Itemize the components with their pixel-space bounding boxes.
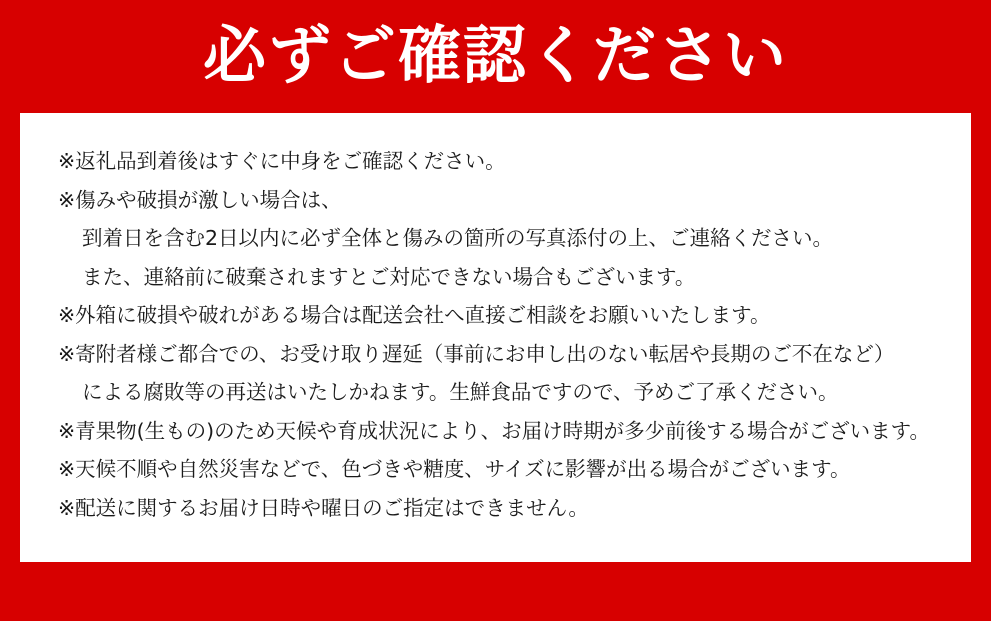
notice-line: ※青果物(生もの)のため天候や育成状況により、お届け時期が多少前後する場合がございます。: [58, 418, 931, 443]
list-item: [58, 187, 945, 289]
list-item: [58, 341, 945, 404]
notice-line: 到着日を含む2日以内に必ず全体と傷みの箇所の写真添付の上、ご連絡ください。: [82, 226, 834, 250]
notice-line: による腐敗等の再送はいたしかねます。生鮮食品ですので、予めご了承ください。: [82, 380, 839, 404]
notice-line: ※返礼品到着後はすぐに中身をご確認ください。: [58, 149, 506, 173]
notice-line: また、連絡前に破棄されますとご対応できない場合もございます。: [82, 264, 696, 289]
list-item: [58, 459, 945, 480]
notice-line: ※寄附者様ご都合での、お受け取り遅延（事前にお申し出のない転居や長期のご不在など）: [58, 341, 895, 366]
notice-line: ※傷みや破損が激しい場合は、: [58, 187, 342, 212]
notice-line: ※配送に関するお届け日時や曜日のご指定はできません。: [58, 495, 589, 520]
list-item: [58, 495, 945, 520]
list-item: [58, 151, 945, 172]
page-title: 必ずご確認ください: [203, 19, 788, 92]
notice-panel: [20, 113, 971, 562]
list-item: [58, 418, 945, 443]
list-item: [58, 305, 945, 326]
notice-line: ※天候不順や自然災害などで、色づきや糖度、サイズに影響が出る場合がございます。: [58, 457, 851, 481]
notice-list: [58, 151, 945, 518]
notice-line: ※外箱に破損や破れがある場合は配送会社へ直接ご相談をお願いいたします。: [58, 303, 771, 327]
